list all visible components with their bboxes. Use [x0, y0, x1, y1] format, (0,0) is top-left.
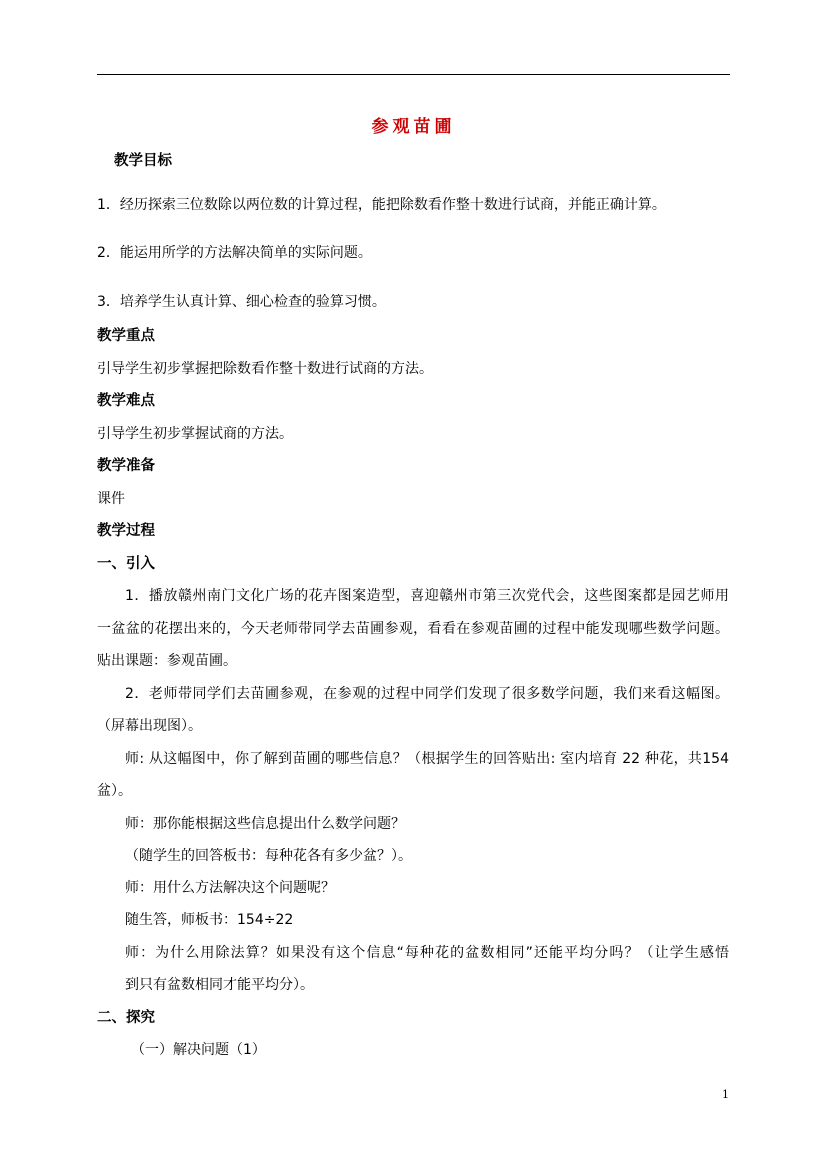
- process-heading: 教学过程: [97, 523, 155, 539]
- prep-text: 课件: [97, 491, 125, 507]
- prep-heading: 教学准备: [97, 458, 155, 474]
- objective-2: 2．能运用所学的方法解决简单的实际问题。: [97, 245, 372, 261]
- paragraph-7: 随生答，师板书：154÷22: [125, 912, 294, 928]
- difficulty-heading: 教学难点: [97, 393, 155, 409]
- page-number: 1: [722, 1088, 729, 1101]
- paragraph-1-line-3: 贴出课题：参观苗圃。: [97, 653, 237, 669]
- paragraph-2-line-2: （屏幕出现图）。: [97, 718, 202, 734]
- objectives-heading: 教学目标: [114, 153, 172, 169]
- explore-heading: 二、探究: [97, 1010, 155, 1026]
- paragraph-1-line-2: 一盆盆的花摆出来的，今天老师带同学去苗圃参观，看看在参观苗圃的过程中能发现哪些数学问题。: [97, 621, 729, 637]
- paragraph-8-line-1: 师：为什么用除法算？如果没有这个信息“每种花的盆数相同”还能平均分吗？（让学生感悟: [125, 945, 729, 961]
- paragraph-5: （随学生的回答板书：每种花各有多少盆？）。: [125, 848, 412, 864]
- paragraph-4: 师：那你能根据这些信息提出什么数学问题？: [125, 816, 405, 832]
- objective-1: 1．经历探索三位数除以两位数的计算过程，能把除数看作整十数进行试商，并能正确计算。: [97, 197, 666, 213]
- subsection-1: （一）解决问题（1）: [131, 1042, 266, 1058]
- paragraph-3-line-2: 盆）。: [97, 783, 132, 799]
- paragraph-2-line-1: 2．老师带同学们去苗圃参观，在参观的过程中同学们发现了很多数学问题，我们来看这幅图。: [125, 686, 729, 702]
- doc-title: 参观苗圃: [371, 117, 456, 137]
- paragraph-6: 师：用什么方法解决这个问题呢？: [125, 880, 335, 896]
- key-text: 引导学生初步掌握把除数看作整十数进行试商的方法。: [97, 361, 433, 377]
- paragraph-8-line-2: 到只有盆数相同才能平均分）。: [125, 977, 314, 993]
- paragraph-1-line-1: 1．播放赣州南门文化广场的花卉图案造型，喜迎赣州市第三次党代会，这些图案都是园艺师用: [125, 588, 729, 604]
- difficulty-text: 引导学生初步掌握试商的方法。: [97, 426, 293, 442]
- paragraph-3-line-1: 师: 从这幅图中，你了解到苗圃的哪些信息？（根据学生的回答贴出: 室内培育 22 种花，共154: [125, 751, 729, 767]
- intro-heading: 一、引入: [97, 556, 155, 572]
- header-rule: [97, 74, 730, 75]
- objective-3: 3．培养学生认真计算、细心检查的验算习惯。: [97, 294, 386, 310]
- key-heading: 教学重点: [97, 328, 155, 344]
